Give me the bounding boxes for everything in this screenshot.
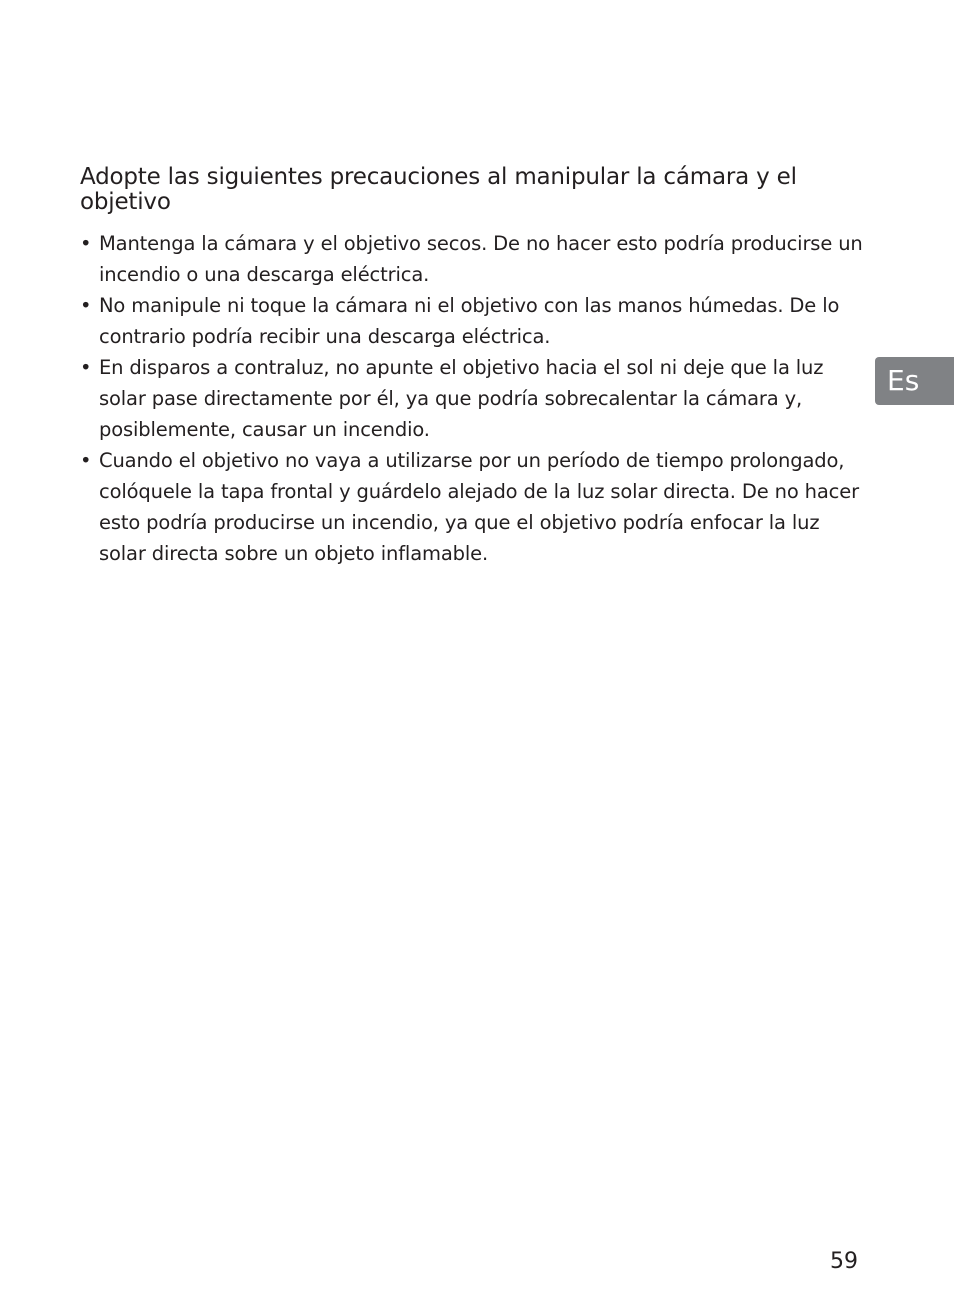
section-heading: Adopte las siguientes precauciones al manipular la cámara y el objetivo xyxy=(80,164,797,215)
list-item xyxy=(80,352,870,445)
list-item xyxy=(80,290,870,352)
list-item-text: Mantenga la cámara y el objetivo secos. De no hacer esto podría producirse un incendio o una descarga eléctrica. xyxy=(99,232,863,286)
precautions-list xyxy=(80,228,870,569)
bullet-icon: • xyxy=(80,356,92,379)
list-item xyxy=(80,445,870,569)
page-number: 59 xyxy=(830,1249,858,1274)
list-item-text: En disparos a contraluz, no apunte el objetivo hacia el sol ni deje que la luz solar pase directamente por él, ya que podría sobrecalentar la cámara y, posiblemente, causar un incendio. xyxy=(99,356,824,441)
list-item-text: Cuando el objetivo no vaya a utilizarse por un período de tiempo prolongado, colóquele la tapa frontal y guárdelo alejado de la luz solar directa. De no hacer esto podría producirse un incendio, ya que el objetivo podría enfocar la luz solar directa sobre un objeto inflamable. xyxy=(99,449,859,565)
bullet-icon: • xyxy=(80,232,92,255)
list-item xyxy=(80,228,870,290)
bullet-icon: • xyxy=(80,294,92,317)
list-item-text: No manipule ni toque la cámara ni el objetivo con las manos húmedas. De lo contrario podría recibir una descarga eléctrica. xyxy=(99,294,840,348)
language-tab: Es xyxy=(875,357,954,405)
bullet-icon: • xyxy=(80,449,92,472)
